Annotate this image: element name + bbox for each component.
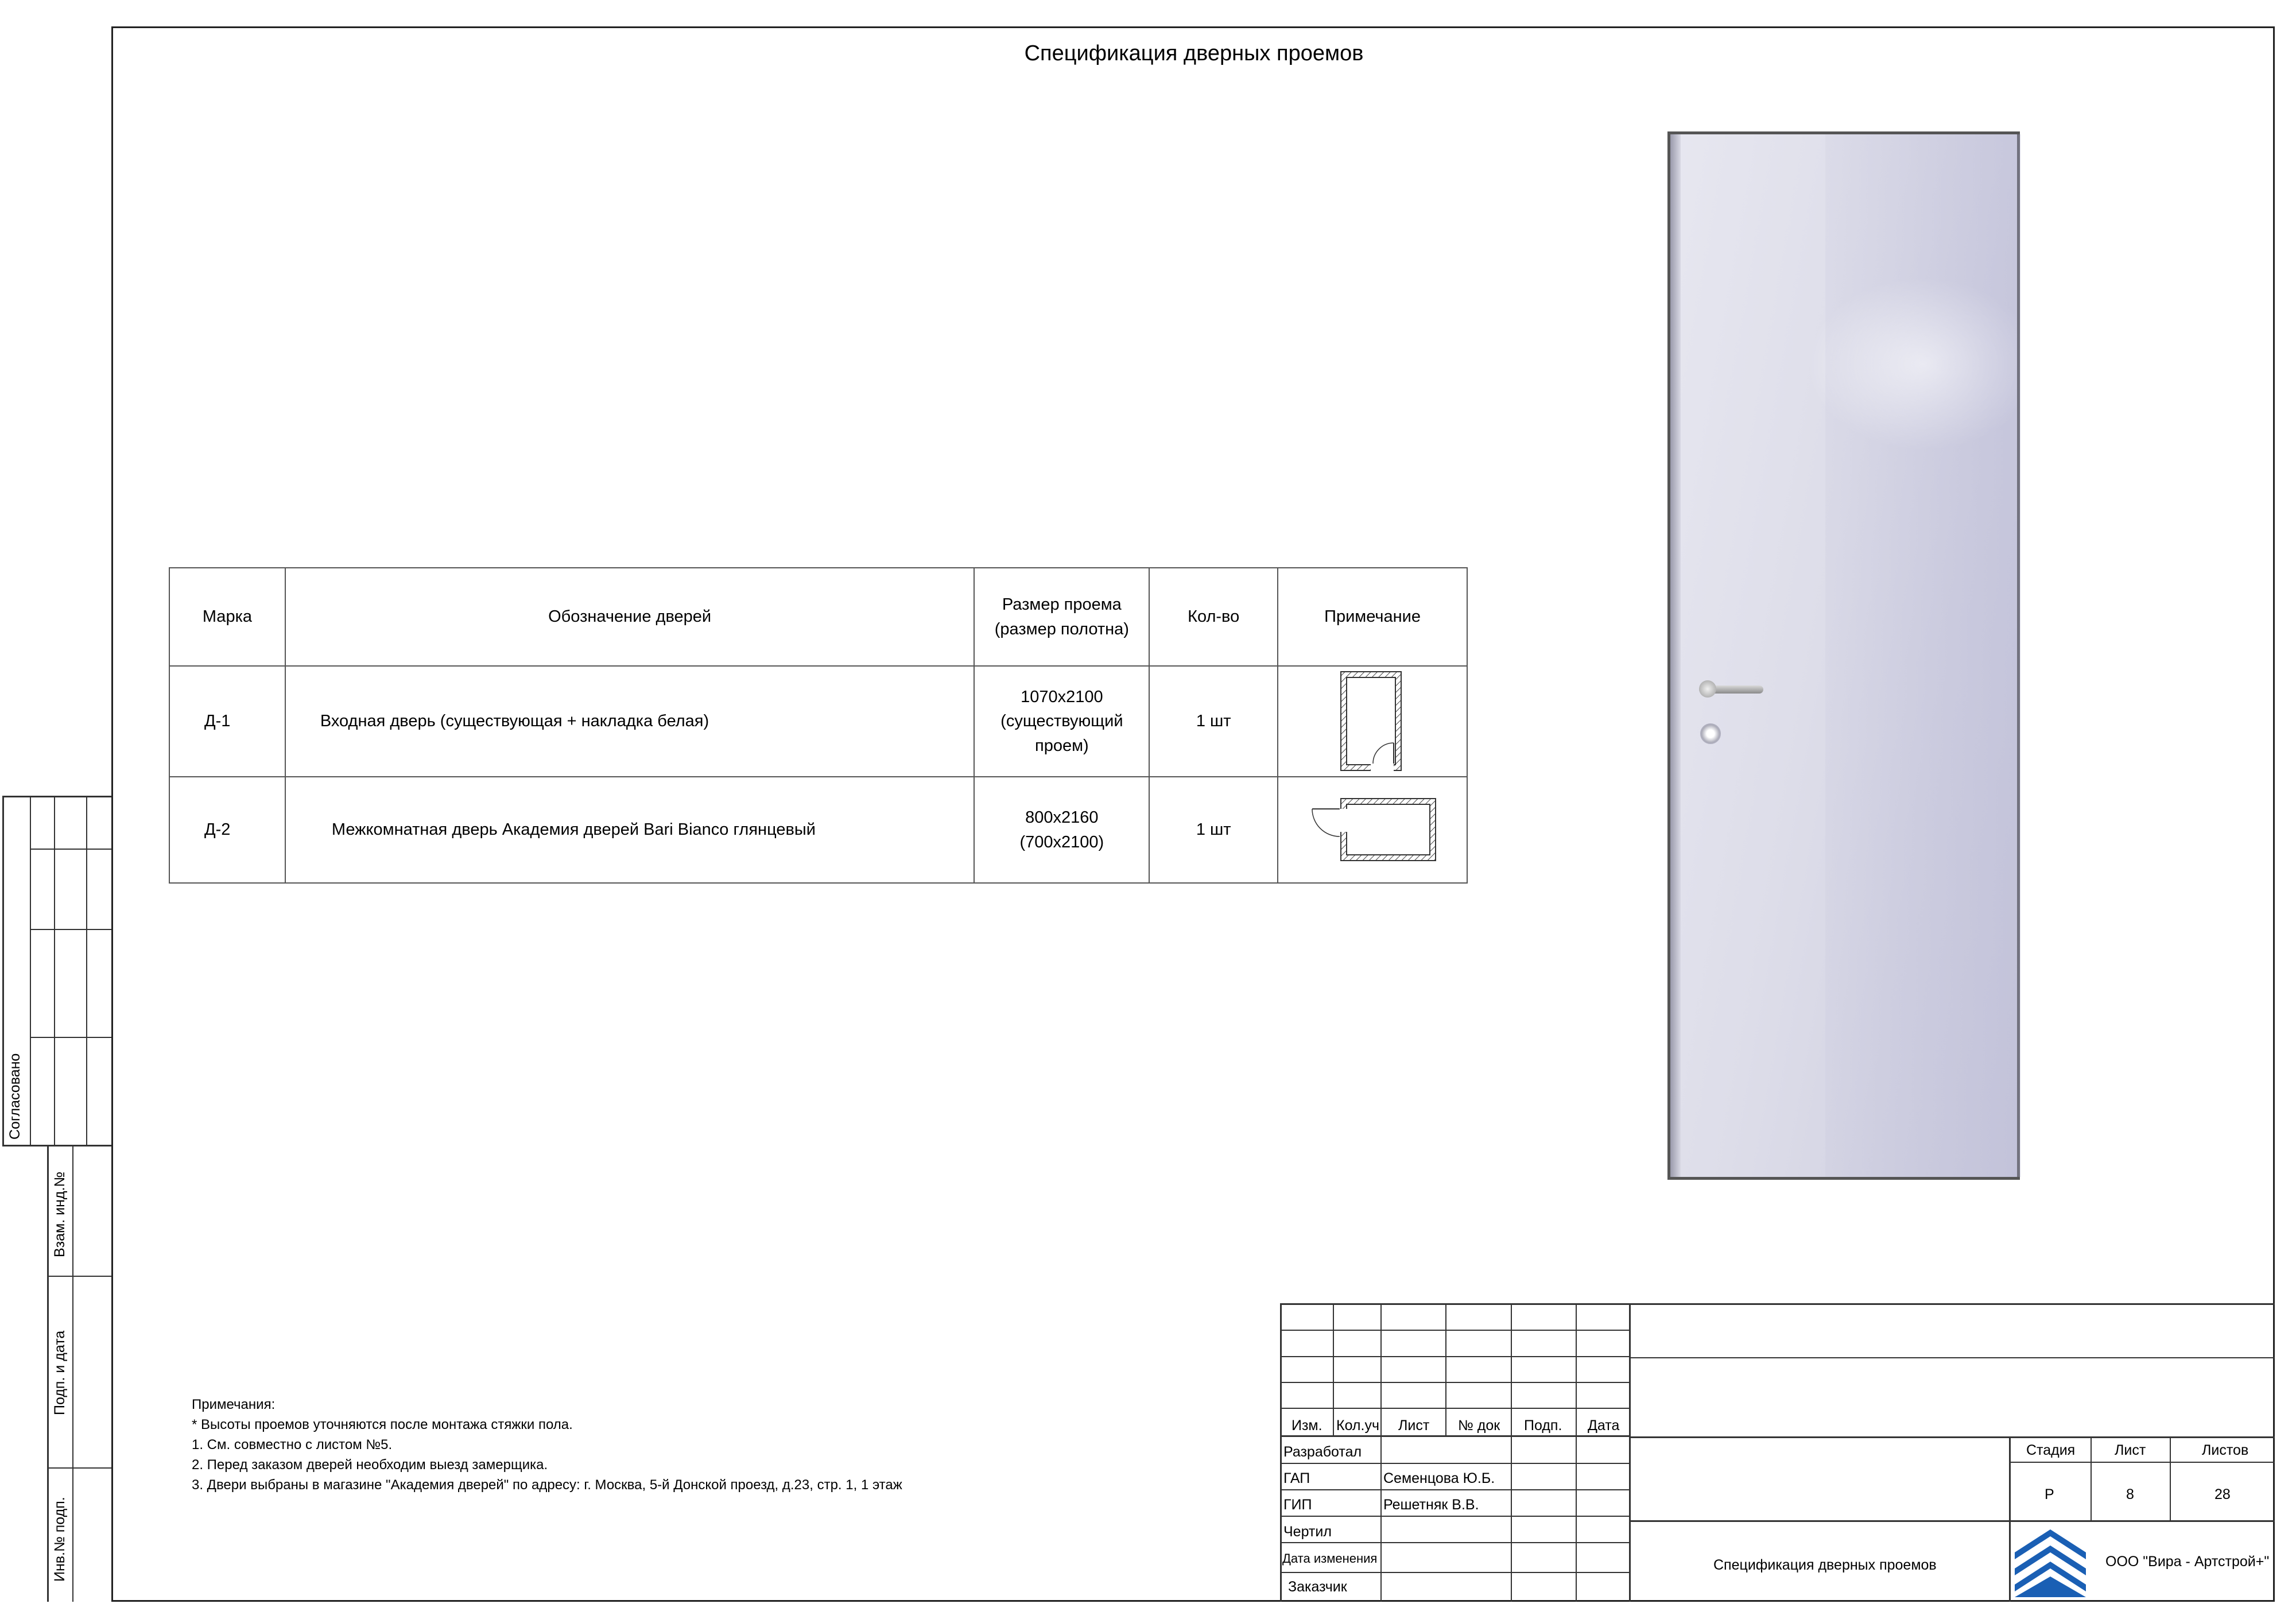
table-row [169, 666, 1467, 777]
tb-role: Чертил [1283, 1524, 1332, 1540]
row-size-line: 1070х2100 [1021, 688, 1103, 707]
notes-block [192, 1395, 902, 1495]
table-header-row [169, 568, 1467, 666]
stamp-inv-no-label: Инв.№ подп. [52, 1497, 68, 1582]
tb-sheets-label: Листов [2202, 1442, 2249, 1458]
stamp-sign-date-label: Подп. и дата [52, 1330, 68, 1415]
row-mark: Д-2 [169, 777, 285, 883]
note-line: 2. Перед заказом дверей необходим выезд замерщика. [192, 1457, 548, 1473]
tb-col-header: Лист [1398, 1417, 1430, 1434]
door-plan-d2-icon [1306, 793, 1438, 867]
header-cell: Примечание [1278, 568, 1467, 666]
tb-role: Разработал [1283, 1444, 1362, 1460]
tb-col-header: Дата [1588, 1417, 1620, 1434]
header-cell: Кол-во [1149, 568, 1278, 666]
tb-company: ООО "Вира - Артстрой+" [2105, 1554, 2270, 1570]
note-line: * Высоты проемов уточняются после монтажа стяжки пола. [192, 1417, 573, 1432]
tb-stage-value: Р [2045, 1486, 2054, 1502]
row-size-line: (700х2100) [1019, 832, 1104, 851]
notes-heading: Примечания: [192, 1397, 276, 1412]
table-row [169, 777, 1467, 883]
header-size-line: (размер полотна) [994, 619, 1129, 638]
door-plan-d1-icon [1335, 668, 1410, 774]
door-spec-table [169, 567, 1468, 884]
tb-role: ГАП [1283, 1470, 1310, 1486]
tb-sheets-value: 28 [2214, 1486, 2231, 1502]
door-edge [1670, 134, 1681, 1177]
tb-role: Дата изменения [1282, 1551, 1378, 1566]
header-cell [974, 568, 1149, 666]
page-title: Спецификация дверных проемов [1024, 41, 1364, 65]
tb-sheet-value: 8 [2126, 1486, 2134, 1502]
door-handle-rose-icon [1699, 680, 1716, 698]
row-name: Входная дверь (существующая + накладка белая) [285, 666, 975, 777]
row-name: Межкомнатная дверь Академия дверей Bari Bianco глянцевый [285, 777, 975, 883]
row-note [1278, 777, 1467, 883]
header-cell: Марка [169, 568, 285, 666]
stamp-replace-inv-label: Взам. инд.№ [52, 1171, 68, 1257]
row-size-line: проем) [1035, 736, 1089, 755]
header-cell: Обозначение дверей [285, 568, 975, 666]
row-size-line: (существующий [1000, 712, 1123, 731]
row-note [1278, 666, 1467, 777]
header-size-line: Размер проема [1002, 595, 1122, 614]
company-logo-icon [2012, 1525, 2088, 1599]
row-mark: Д-1 [169, 666, 285, 777]
tb-col-header: № док [1458, 1417, 1500, 1434]
tb-role: Заказчик [1288, 1579, 1347, 1595]
tb-col-header: Кол.уч [1336, 1417, 1379, 1434]
tb-name: Семенцова Ю.Б. [1383, 1470, 1495, 1486]
row-size [974, 777, 1149, 883]
note-line: 3. Двери выбраны в магазине "Академия дверей" по адресу: г. Москва, 5-й Донской проезд, д.23, стр. 1, 1 этаж [192, 1477, 902, 1493]
row-qty: 1 шт [1149, 666, 1278, 777]
door-shade [1825, 134, 2020, 1177]
door-lock-icon [1700, 723, 1721, 744]
tb-stage-label: Стадия [2026, 1442, 2076, 1458]
row-size-line: 800х2160 [1025, 808, 1099, 827]
stamp-agreed-label: Согласовано [7, 1053, 23, 1140]
tb-name: Решетняк В.В. [1383, 1497, 1479, 1513]
tb-col-header: Изм. [1292, 1417, 1322, 1434]
row-size [974, 666, 1149, 777]
door-image [1667, 131, 2020, 1180]
tb-drawing-name: Спецификация дверных проемов [1713, 1557, 1937, 1573]
tb-role: ГИП [1283, 1497, 1312, 1513]
tb-col-header: Подп. [1524, 1417, 1562, 1434]
tb-sheet-label: Лист [2115, 1442, 2146, 1458]
header-size-label [983, 592, 1141, 641]
note-line: 1. См. совместно с листом №5. [192, 1437, 393, 1452]
row-qty: 1 шт [1149, 777, 1278, 883]
